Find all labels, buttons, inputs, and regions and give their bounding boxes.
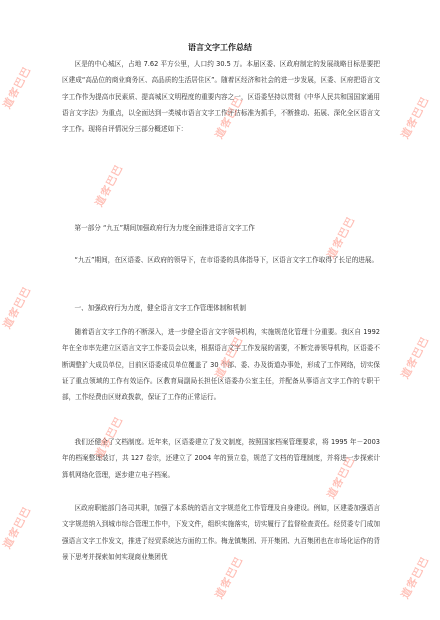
watermark: 道客巴巴 [213, 554, 246, 601]
document-title: 语言文字工作总结 [188, 43, 252, 52]
watermark: 道客巴巴 [1, 64, 34, 111]
watermark: 道客巴巴 [399, 334, 432, 381]
government-departments-paragraph [62, 500, 380, 565]
subsection-heading-one [62, 300, 380, 316]
watermark: 道客巴巴 [93, 414, 126, 461]
paragraph-text: 区是的中心城区，占地 7.62 平方公里，人口约 30.5 万。本届区委、区政府制定的发展战略目标是要把区建成“高品位的商业商务区、高品质的生活居住区”。随着区经济和社会的进一步发展，区委、区府把语言文字工作作为提高市民素质、提高城区文明程度的重要内容之一，区语委坚持以贯彻《中华人民共和国国家通用语言文字法》为重点，以全面达到一类城市语言文字工作评估标准为抓手，不断推动、拓展、深化全区语言文字工作。现将自评情况分三部分概述如下： [62, 60, 380, 134]
watermark: 道客巴巴 [213, 334, 246, 381]
paragraph-text: 第一部分 “九五”期间加强政府行为力度全面推进语言文字工作 [74, 224, 255, 232]
section-heading-part-one [62, 220, 380, 236]
paragraph-text: 区政府职能部门各司其职，加强了本系统的语言文字规范化工作管理及自身建设。例如，区建委加强语言文字规范纳入到城市综合管理工作中，下发文件，组织实施落实，切实履行了监督检查责任。经贸委专门成加强语言文字工作发文，推进了经贸系统达方面的工作。梅龙镇集团、开开集团、九百集团也在市场化运作的背景下思考并探索如何实现商业集团优 [62, 504, 380, 561]
paragraph-text: 我们还健全了文档制度。近年来，区语委建立了发文制度，按照国家档案管理要求，将 1995 年－2003 年的档案整理装订，共 127 卷宗，还建立了 2004 年的预立卷，规范了文档的管理制度，并将进一步探索计算机网络化管理，逐步建立电子档案。 [62, 438, 380, 479]
watermark: 道客巴巴 [399, 554, 432, 601]
watermark: 道客巴巴 [213, 94, 246, 141]
watermark: 道客巴巴 [93, 162, 126, 209]
watermark: 道客巴巴 [399, 94, 432, 141]
paragraph-text: 一、加强政府行为力度，健全语言文字工作管理体制和机制 [74, 304, 246, 312]
paragraph-text: “九五”期间，在区语委、区政府的领导下，在市语委的具体指导下，区语言文字工作取得了长足的进展。 [74, 256, 379, 264]
watermark: 道客巴巴 [1, 504, 34, 551]
watermark: 道客巴巴 [1, 284, 34, 331]
paragraph-text: 随着语言文字工作的不断深入，进一步健全语言文字领导机构，实施规范化管理十分重要。我区自 1992 年在全市率先建立区语言文字工作委员会以来，根据语言文字工作发展的需要，不断完善领导机构，区语委不断调整扩大成员单位，目前区语委成员单位覆盖了 30 个部、委、办及街道办事处，形成了工作网络，切实保证了重点领域的工作有效运作。区教育局副局长担任区语委办公室主任，并配备从事语言文字工作的专职干部，工作经费由区财政拨款，保证了工作的正常运行。 [62, 328, 380, 402]
watermark: 道客巴巴 [325, 454, 358, 501]
watermark: 道客巴巴 [325, 214, 358, 261]
